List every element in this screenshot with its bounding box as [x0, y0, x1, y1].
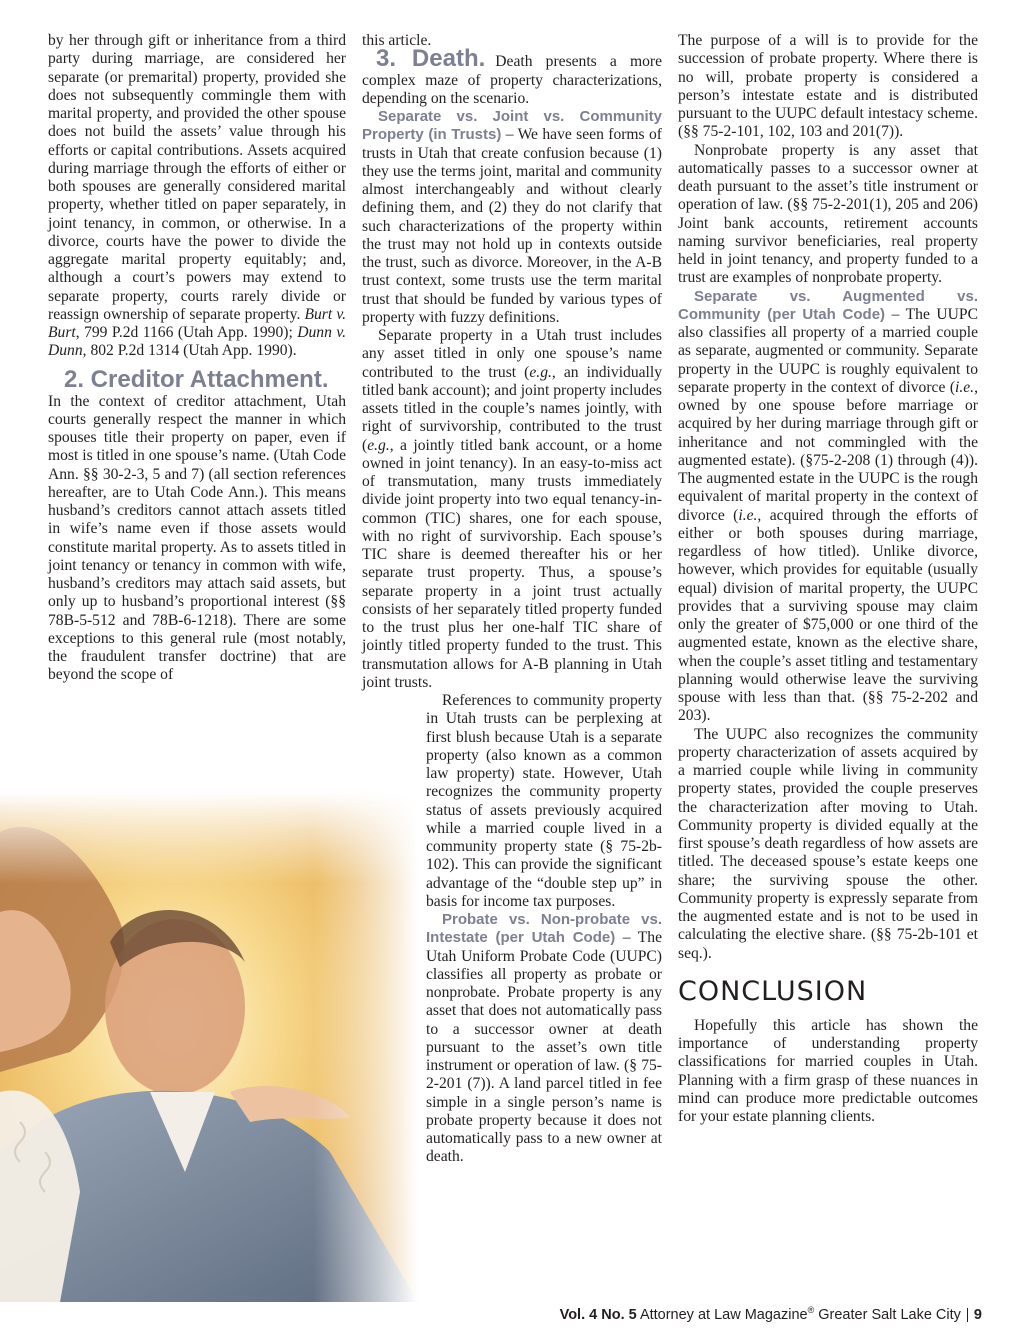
- city-name: Greater Salt Lake City: [818, 1306, 961, 1323]
- paragraph-text: Death presents a more complex maze of property characterizations, depending on the scenario.: [362, 53, 662, 107]
- paragraph-text: – The Utah Uniform Probate Code (UUPC) classifies all property as probate or nonprobate. Probate property is any asset that does not automatically pass to a successor owner at death pursuant to the asset’s own title instrument or operation of law. (§ 75-2-201 (7)). A land parcel titled in fee simple in a single person’s name is probate property because it does not automatically pass to a new owner at death.: [426, 929, 662, 1166]
- paragraph-text: , a jointly titled bank account, or a home owned in joint tenancy). In an easy-to-miss act of transmutation, many trusts immediately divide joint property into two equal tenancy-in-common (TIC) shares, one for each spouse, with no right of survivorship. Each spouse’s TIC share is deemed thereafter his or her separate trust property. Thus, a spouse’s separate property in a joint trust actually consists of her separately titled property funded to the trust plus her one-half TIC share of jointly titled property funded to the trust. This transmutation allows for A-B planning in Utah joint trusts.: [362, 436, 662, 691]
- photo-text-wrap: [362, 692, 426, 1162]
- paragraph-community-property-uupc: The UUPC also recognizes the community property characterization of assets acquired by a married couple while living in community property states, provided the couple preserves the characterization after moving to Utah. Community property is divided equally at the first spouse’s death regardless of how assets are titled. The deceased spouse’s estate keeps one share; the surviving spouse the other. Community property is expressly separate from the augmented estate and is not to be used in calculating the elective share. (§§ 75-2b-101 et seq.).: [678, 725, 978, 962]
- abbreviation-eg: e.g.: [367, 436, 390, 454]
- case-citation-dunn: Dunn v. Dunn: [48, 324, 347, 360]
- heading-conclusion: CONCLUSION: [678, 975, 868, 1007]
- abbreviation-eg: e.g.: [529, 363, 552, 381]
- paragraph-text: Separate property in a Utah trust includes any asset titled in only one spouse’s name contributed to the trust (: [362, 327, 662, 381]
- paragraph-text: , owned by one spouse before marriage or acquired by her during marriage through gift or inheritance and not commingled with the augmented estate). (§75-2-208 (1) through (4)). The augmented estate in the UUPC is the rough equivalent of marital property in the context of divorce (: [678, 378, 978, 524]
- registered-mark: ®: [807, 1305, 815, 1315]
- magazine-name: Attorney at Law Magazine: [639, 1306, 808, 1323]
- paragraph-will: The purpose of a will is to provide for the succession of probate property. Where there is no will, probate property is considered a person’s intestate estate and is distributed pursuant to the UUPC default intestacy scheme. (§§ 75-2-101, 102, 103 and 201(7)).: [678, 32, 978, 141]
- column-1: [48, 32, 346, 685]
- heading-creditor-attachment: 2. Creditor Attachment.: [64, 365, 329, 393]
- paragraph-augmented: [678, 288, 978, 726]
- paragraph-creditor-attachment: In the context of creditor attachment, Utah courts generally respect the manner in which spouses title their property on paper, even if most is titled in one spouse’s name. (Utah Code Ann. §§ 30-2-3, 5 and 7) (all section references hereafter, are to Utah Code Ann.). This means husband’s creditors cannot attach assets titled in wife’s name even if those assets would constitute marital property. As to assets titled in joint tenancy or tenancy in common with wife, husband’s creditors may attach said assets, but only up to husband’s proportional interest (§§ 78B-5-512 and 78B-6-1218). There are some exceptions to this general rule (most notably, the fraudulent transfer doctrine) that are beyond the scope of: [48, 392, 346, 684]
- page-number: 9: [973, 1306, 982, 1323]
- subheading-separate-joint-community: Separate vs. Joint vs. Community Property (in Trusts): [362, 108, 662, 144]
- heading-death: 3. Death.: [376, 45, 486, 73]
- issue-number: Vol. 4 No. 5: [559, 1306, 637, 1323]
- footer-divider: [967, 1308, 968, 1322]
- paragraph-text: – The UUPC also classifies all property of a married couple as separate, augmented or community. Separate property in the UUPC is roughly equivalent to separate property in the context of divorce (: [678, 305, 978, 396]
- paragraph-continuation: this article.: [362, 32, 432, 49]
- paragraph-death: [362, 45, 662, 108]
- wedding-couple-photo-graphic: [0, 792, 418, 1302]
- paragraph-trusts: [362, 108, 662, 327]
- column-3: [678, 32, 978, 1126]
- paragraph-separate-property-trust: [362, 327, 662, 692]
- case-citation-text: , 802 P.2d 1314 (Utah App. 1990).: [82, 342, 297, 360]
- page-footer: [0, 1305, 1024, 1329]
- abbreviation-ie: i.e.: [738, 506, 758, 524]
- paragraph-text: , an individually titled bank account); and joint property includes assets titled in the couple’s names jointly, with right of survivorship, contributed to the trust (: [362, 363, 662, 454]
- paragraph-nonprobate: Nonprobate property is any asset that automatically passes to a successor owner at death pursuant to the asset’s title instrument or operation of law. (§§ 75-2-201(1), 205 and 206) Joint bank accounts, retirement accounts naming survivor beneficiaries, real property held in joint tenancy, and property funded to a trust are examples of nonprobate property.: [678, 141, 978, 287]
- abbreviation-ie: i.e.: [955, 378, 975, 396]
- subheading-probate-nonprobate-intestate: Probate vs. Non-probate vs. Intestate (per Utah Code): [426, 911, 662, 947]
- column-2: [362, 32, 662, 1167]
- paragraph-separate-property-divorce: [48, 32, 346, 361]
- paragraph-community-references: References to community property in Utah trusts can be perplexing at first blush because Utah is a separate property (also known as a common law property) state. However, Utah recognizes the community property status of assets previously acquired while a married couple lived in a community property state (§ 75-2b-102). This can provide the significant advantage of the “double step up” in basis for income tax purposes.: [426, 692, 662, 910]
- subheading-separate-augmented-community: Separate vs. Augmented vs. Community (per Utah Code): [678, 287, 978, 323]
- paragraph-conclusion: Hopefully this article has shown the importance of understanding property classifications for married couples in Utah. Planning with a firm grasp of these nuances in mind can produce more predictable outcomes for your estate planning clients.: [678, 1016, 978, 1125]
- paragraph-text: – We have seen forms of trusts in Utah that create confusion because (1) they use the terms joint, marital and community almost interchangeably and without clearly defining them, and (2) they do not clarify that such characterizations of the property within the trust may not hold up in contexts outside the trust, such as divorce. Moreover, in the A-B trust context, some trusts use the term marital trust that should be funded by various types of property with fuzzy definitions.: [362, 126, 662, 326]
- wedding-couple-photo: [0, 792, 418, 1302]
- paragraph-text: , acquired through the efforts of either or both spouses during marriage, regardless of how titled). Unlike divorce, however, which provides for equitable (usually equal) division of marital property, the UUPC provides that a surviving spouse may claim only the greater of $75,000 or one third of the augmented estate, known as the elective share, when the couple’s asset titling and testamentary planning would otherwise leave the surviving spouse with less than that. (§§ 75-2-202 and 203).: [678, 506, 978, 725]
- case-citation-text: , 799 P.2d 1166 (Utah App. 1990);: [75, 324, 298, 341]
- case-citation-burt: Burt v. Burt: [48, 305, 346, 341]
- paragraph-text: by her through gift or inheritance from a third party during marriage, are considered her separate (or premarital) property, provided she does not subsequently commingle them with marital property, and provided the other spouse does not build the assets’ value through his efforts or capital contributions. Assets acquired during marriage through the efforts of either or both spouses are generally considered marital property, whether titled on paper separately, in joint tenancy, in common, or otherwise. In a divorce, courts have the power to divide the aggregate marital property equitably; and, although a court’s powers may extend to separate property, courts rarely divide or reassign ownership of separate property.: [48, 32, 346, 323]
